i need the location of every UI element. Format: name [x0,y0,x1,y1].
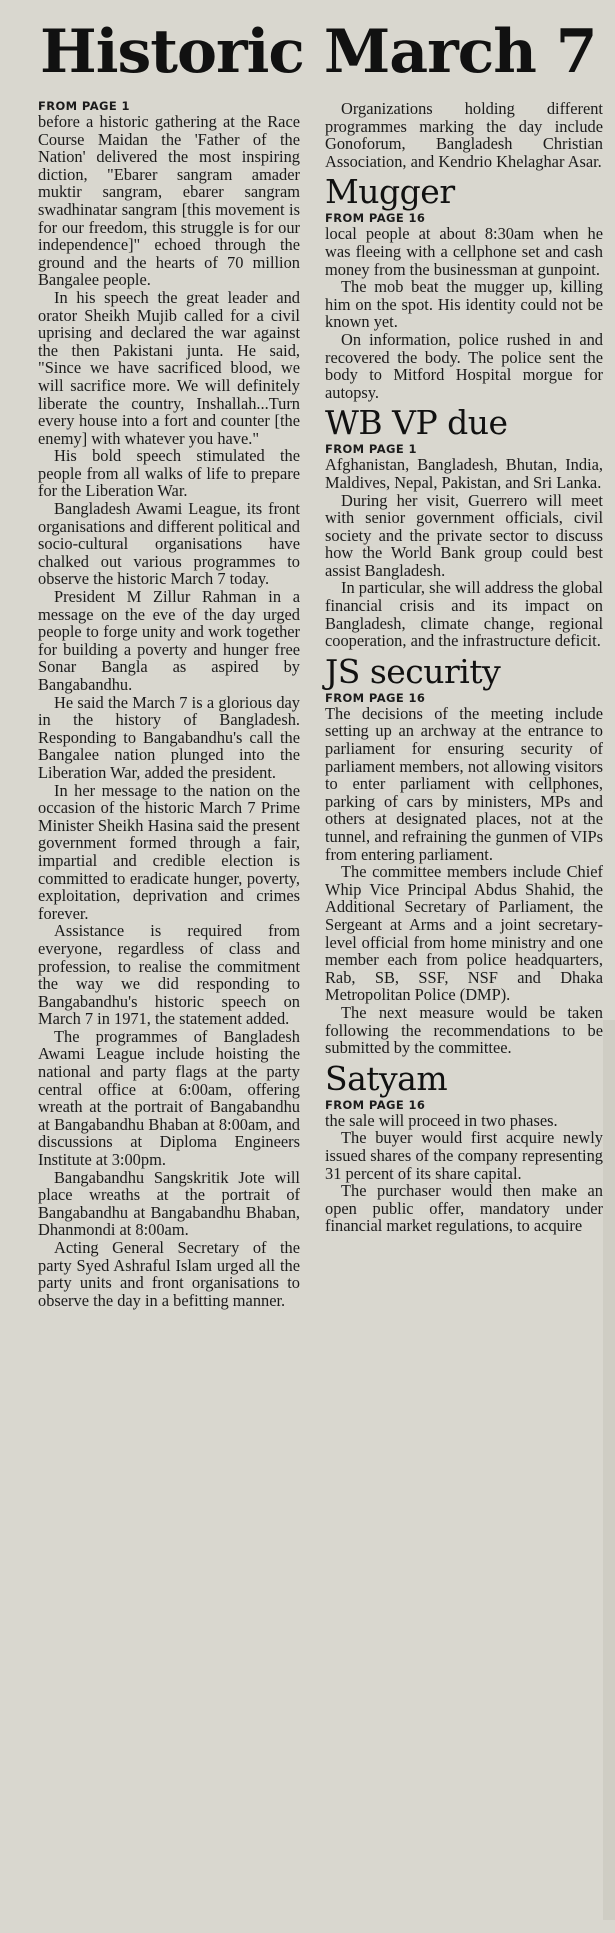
paragraph: The decisions of the meeting include setting up an archway at the entrance to parliament for ensuring security of parliament members, not allowing visitors to enter parliament with cellphones, parking of cars by ministers, MPs and others at designated places, not at the tunnel, and refraining the gunmen of VIPs from entering parliament. [325,703,603,864]
paragraph: On information, police rushed in and recovered the body. The police sent the body to Mitford Hospital morgue for autopsy. [325,329,603,402]
headline: Historic March 7 [40,17,597,87]
section-title: Mugger [325,172,455,212]
from-page-label: FROM PAGE 1 [38,99,130,113]
paragraph: Bangabandhu Sangskritik Jote will place wreaths at the portrait of Bangabandhu at Bangabandhu Bhaban, Dhanmondi at 8:00am. [38,1167,300,1240]
section-title: WB VP due [325,403,508,443]
paragraph: the sale will proceed in two phases. [325,1110,558,1130]
from-page-label: FROM PAGE 1 [325,442,417,457]
paragraph: Organizations holding different programmes marking the day include Gonoforum, Bangladesh Christian Association, and Kendrio Khelaghar Asar. [325,99,603,171]
section-mugger [325,172,603,401]
paragraph: local people at about 8:30am when he was fleeing with a cellphone set and cash money from the businessman at gunpoint. [325,224,603,279]
paragraph: The next measure would be taken following the recommendations to be submitted by the committee. [325,1002,603,1058]
section-satyam [325,1059,603,1235]
paragraph: His bold speech stimulated the people from all walks of life to prepare for the Liberation War. [38,446,300,501]
section-title: JS security [325,651,501,691]
paragraph: In his speech the great leader and orator Sheikh Mujib called for a civil uprising and declared the war against the then Pakistani junta. He said, "Since we have sacrificed blood, we will sacrifice more. We will definitely liberate the country, Inshallah...Turn every house into a fort and counter [the enemy] with whatever you have." [38,287,300,448]
from-page-label: FROM PAGE 16 [325,690,426,705]
section-js-security [325,652,603,1057]
from-page-label: FROM PAGE 16 [325,211,426,226]
paragraph: before a historic gathering at the Race Course Maidan the 'Father of the Nation' delivered the most inspiring diction, "Ebarer sangram amader muktir sangram, ebarer sangram swadhinatar sangram [this movement is for our freedom, this struggle is for our independence]" echoed through the ground and the hearts of 70 million Bangalee people. [38,112,300,290]
paragraph: During her visit, Guerrero will meet with senior government officials, civil society and the private sector to discuss how the World Bank group could best assist Bangladesh. [325,490,603,580]
paragraph: The committee members include Chief Whip Vice Principal Abdus Shahid, the Additional Secretary of Parliament, the Sergeant at Arms and a joint secretary-level official from home ministry and one member each from police headquarters, Rab, SB, SSF, NSF and Dhaka Metropolitan Police (DMP). [325,862,603,1005]
paragraph: Acting General Secretary of the party Syed Ashraful Islam urged all the party units and front organisations to observe the day in a befitting manner. [38,1238,300,1310]
paragraph: President M Zillur Rahman in a message on the eve of the day urged people to forge unity and work together for building a poverty and hunger free Sonar Bangla as aspired by Bangabandhu. [38,587,300,694]
section-title: Satyam [325,1058,448,1098]
paragraph: Assistance is required from everyone, regardless of class and profession, to realise the commitment the way we did responding to Bangabandhu's historic speech on March 7 in 1971, the statement added. [38,921,300,1029]
paragraph: The programmes of Bangladesh Awami League include hoisting the national and party flags at the party central office at 6:00am, offering wreath at the portrait of Bangabandhu at Bangabandhu Bhaban at 8:00am, and discussions at Diploma Engineers Institute at 3:00pm. [38,1026,300,1170]
left-column [38,100,300,1309]
adjacent-page-edge [603,1020,615,1920]
paragraph: In particular, she will address the global financial crisis and its impact on Bangladesh, climate change, regional cooperation, and the infrastructure deficit. [325,578,603,651]
from-page-label: FROM PAGE 16 [325,1097,426,1112]
paragraph: The purchaser would then make an open public offer, mandatory under financial market regulations, to acquire [325,1181,603,1236]
paragraph: Bangladesh Awami League, its front organisations and different political and socio-cultural organisations have chalked out various programmes to observe the historic March 7 today. [38,499,300,589]
paragraph: Afghanistan, Bangladesh, Bhutan, India, Maldives, Nepal, Pakistan, and Sri Lanka. [325,455,603,492]
paragraph: The buyer would first acquire newly issued shares of the company representing 31 percent of its share capital. [325,1128,603,1183]
paragraph: In her message to the nation on the occasion of the historic March 7 Prime Minister Sheikh Hasina said the present government formed through a fair, impartial and credible election is committed to eradicate hunger, poverty, exploitation, deprivation and crimes forever. [38,780,300,923]
right-column [325,100,603,1235]
section-wb-vp-due [325,403,603,650]
paragraph: He said the March 7 is a glorious day in the history of Bangladesh. Responding to Bangabandhu's call the Bangalee nation plunged into the Liberation War, added the president. [38,692,300,782]
paragraph: The mob beat the mugger up, killing him on the spot. His identity could not be known yet. [325,277,603,332]
